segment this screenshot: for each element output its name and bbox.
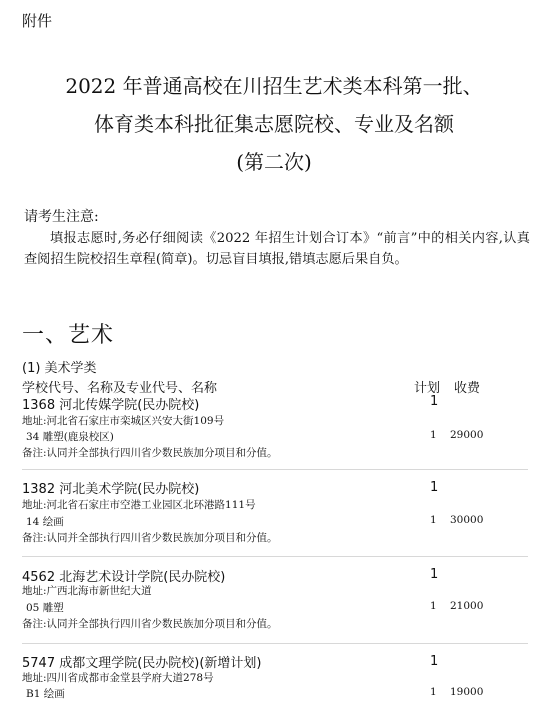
school-name: 5747 成都文理学院(民办院校)(新增计划) <box>22 656 262 671</box>
school-address: 地址:广西北海市新世纪大道 <box>22 585 152 597</box>
notice-heading: 请考生注意: <box>24 209 99 225</box>
document-title-line-1: 2022 年普通高校在川招生艺术类本科第一批、 <box>65 74 483 98</box>
school-plan: 1 <box>430 654 439 669</box>
attachment-label: 附件 <box>22 12 53 30</box>
document-title-line-3: (第二次) <box>236 150 312 174</box>
school-remark: 备注:认同并全部执行四川省少数民族加分项目和分值。 <box>22 618 278 630</box>
separator <box>22 469 528 470</box>
notice-body: 填报志愿时,务必仔细阅读《2022 年招生计划合订本》“前言”中的相关内容,认真查阅招生院校招生章程(简章)。切忌盲目填报,错填志愿后果自负。 <box>24 231 530 267</box>
school-name: 4562 北海艺术设计学院(民办院校) <box>22 570 226 585</box>
major-fee: 30000 <box>450 514 484 526</box>
school-plan: 1 <box>430 394 439 409</box>
school-remark: 备注:认同并全部执行四川省少数民族加分项目和分值。 <box>22 532 278 544</box>
school-plan: 1 <box>430 480 439 495</box>
major-fee: 21000 <box>450 600 484 612</box>
subsection-heading: (1) 美术学类 <box>22 361 97 376</box>
major-fee: 29000 <box>450 429 484 441</box>
column-header-school: 学校代号、名称及专业代号、名称 <box>22 381 218 396</box>
separator <box>22 643 528 644</box>
separator <box>22 556 528 557</box>
major-name: 34 雕塑(鹿泉校区) <box>26 431 114 443</box>
school-address: 地址:河北省石家庄市栾城区兴安大街109号 <box>22 415 225 427</box>
column-header-plan: 计划 <box>414 381 441 396</box>
major-name: 14 绘画 <box>26 516 64 528</box>
column-header-fee: 收费 <box>454 381 481 396</box>
school-name: 1382 河北美术学院(民办院校) <box>22 482 200 497</box>
school-name: 1368 河北传媒学院(民办院校) <box>22 398 200 413</box>
major-plan: 1 <box>430 514 437 526</box>
section-heading: 一、艺术 <box>22 323 115 348</box>
document-title-line-2: 体育类本科批征集志愿院校、专业及名额 <box>94 112 454 136</box>
major-fee: 19000 <box>450 686 484 698</box>
major-plan: 1 <box>430 686 437 698</box>
major-plan: 1 <box>430 429 437 441</box>
school-plan: 1 <box>430 567 439 582</box>
school-remark: 备注:认同并全部执行四川省少数民族加分项目和分值。 <box>22 447 278 459</box>
major-plan: 1 <box>430 600 437 612</box>
major-name: 05 雕塑 <box>26 602 64 614</box>
school-address: 地址:四川省成都市金堂县学府大道278号 <box>22 672 214 684</box>
major-name: B1 绘画 <box>26 688 65 700</box>
school-address: 地址:河北省石家庄市空港工业园区北环港路111号 <box>22 499 256 511</box>
